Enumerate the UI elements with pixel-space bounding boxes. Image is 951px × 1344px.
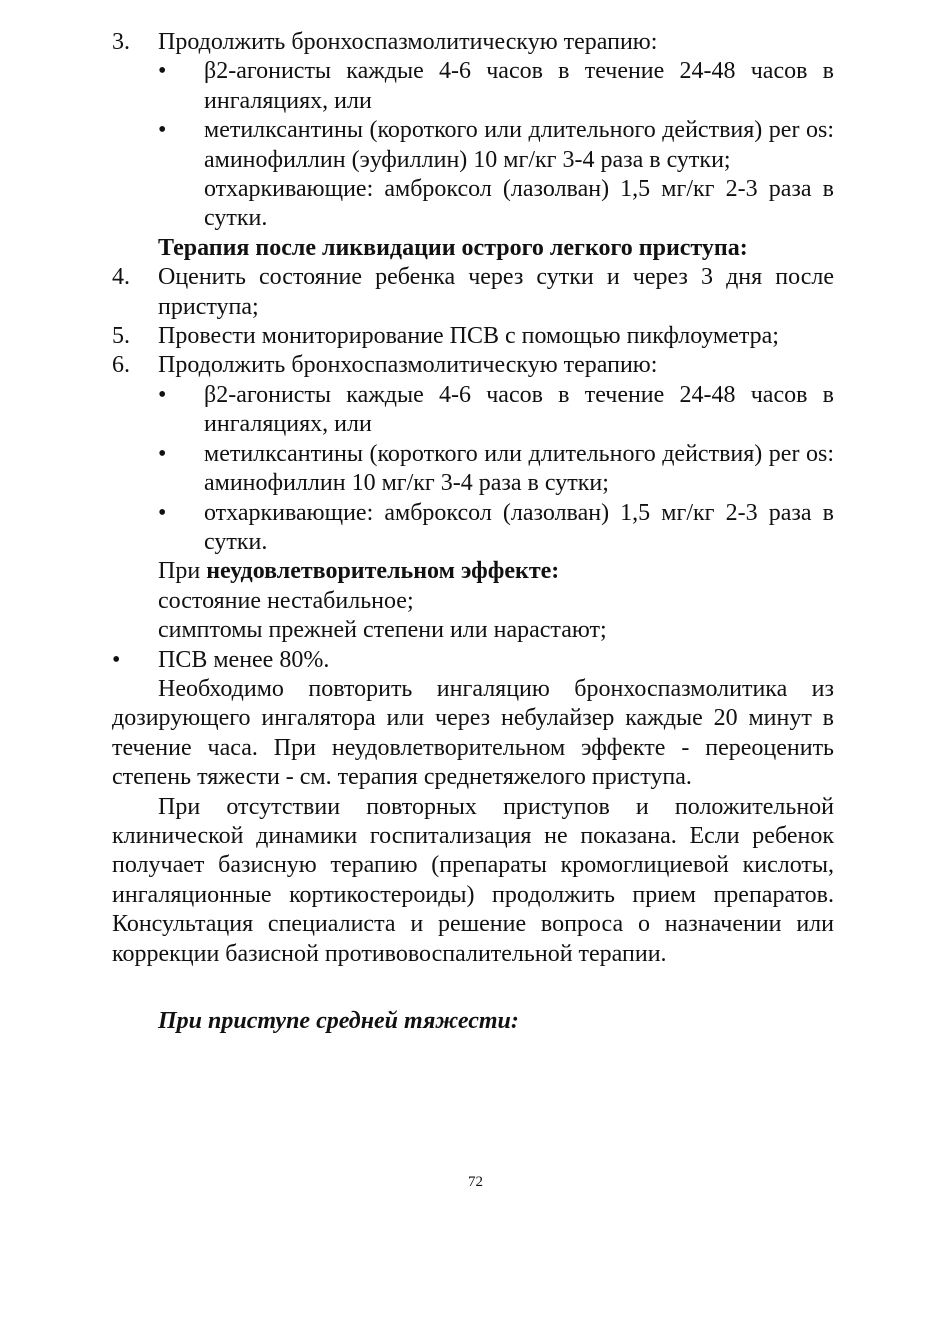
bullet-item bbox=[112, 440, 834, 499]
document-body bbox=[112, 28, 834, 1036]
list-item-text: Оценить состояние ребенка через сутки и через 3 дня после приступа; bbox=[158, 264, 834, 320]
paragraph: При отсутствии повторных приступов и положительной клинической динамики госпитализация не показана. Если ребенок получает базисную терапию (препараты кромоглициевой кислоты, ингаляционные кортикостероиды) продолжить прием препаратов. Консультация специалиста и решение вопроса о назначении или коррекции базисной противовоспалительной терапии. bbox=[112, 793, 834, 967]
bullet-marker: • bbox=[158, 58, 167, 85]
list-item-text: Провести мониторирование ПСВ с помощью пикфлоуметра; bbox=[158, 323, 779, 350]
list-number: 5. bbox=[112, 323, 130, 350]
list-item-3 bbox=[112, 28, 834, 57]
unsatisfactory-heading bbox=[112, 557, 834, 586]
bullet-marker: • bbox=[158, 440, 167, 467]
unsatisfactory-bold: неудовлетворительном эффекте: bbox=[206, 558, 560, 585]
bullet-text: метилксантины (короткого или длительного действия) per os: аминофиллин (эуфиллин) 10 мг/кг 3-4 раза в сутки; bbox=[204, 117, 834, 173]
bullet-item bbox=[112, 57, 834, 116]
paragraph: Необходимо повторить ингаляцию бронхоспазмолитика из дозирующего ингалятора или через небулайзер каждые 20 минут в течение часа. При неудовлетворительном эффекте - переоценить степень тяжести - см. терапия среднетяжелого приступа. bbox=[112, 675, 834, 791]
list-number: 4. bbox=[112, 264, 130, 291]
list-item-6 bbox=[112, 351, 834, 380]
list-item-text: Продолжить бронхоспазмолитическую терапию: bbox=[158, 29, 658, 55]
bullet-item bbox=[112, 499, 834, 558]
list-item-5 bbox=[112, 322, 834, 351]
bullet-text: отхаркивающие: амброксол (лазолван) 1,5 мг/кг 2-3 раза в сутки. bbox=[204, 499, 834, 555]
bullet-item bbox=[112, 116, 834, 175]
page-number: 72 bbox=[468, 1174, 483, 1190]
bullet-item bbox=[112, 646, 834, 675]
bullet-marker: • bbox=[158, 499, 167, 526]
list-item-text: Продолжить бронхоспазмолитическую терапию: bbox=[158, 352, 658, 379]
bullet-text: β2-агонисты каждые 4-6 часов в течение 24-48 часов в ингаляциях, или bbox=[204, 381, 834, 438]
list-number: 3. bbox=[112, 29, 130, 55]
continuation-text: отхаркивающие: амброксол (лазолван) 1,5 мг/кг 2-3 раза в сутки. bbox=[204, 176, 834, 232]
section-title: При приступе средней тяжести: bbox=[158, 1008, 519, 1034]
continuation-item bbox=[112, 175, 834, 234]
bullet-text: ПСВ менее 80%. bbox=[158, 646, 330, 673]
list-item-4 bbox=[112, 263, 834, 322]
bullet-marker: • bbox=[158, 381, 167, 408]
bullet-item bbox=[112, 381, 834, 440]
therapy-heading: Терапия после ликвидации острого легкого приступа: bbox=[158, 234, 748, 261]
bullet-text: метилксантины (короткого или длительного действия) per os: аминофиллин 10 мг/кг 3-4 раза в сутки; bbox=[204, 440, 834, 497]
bullet-marker: • bbox=[112, 646, 121, 673]
bullet-text: β2-агонисты каждые 4-6 часов в течение 24-48 часов в ингаляциях, или bbox=[204, 58, 834, 114]
bullet-marker: • bbox=[158, 117, 167, 144]
unsatisfactory-prefix: При bbox=[158, 558, 201, 585]
list-number: 6. bbox=[112, 352, 130, 379]
condition-line: состояние нестабильное; bbox=[158, 587, 414, 614]
condition-line: симптомы прежней степени или нарастают; bbox=[158, 617, 607, 644]
